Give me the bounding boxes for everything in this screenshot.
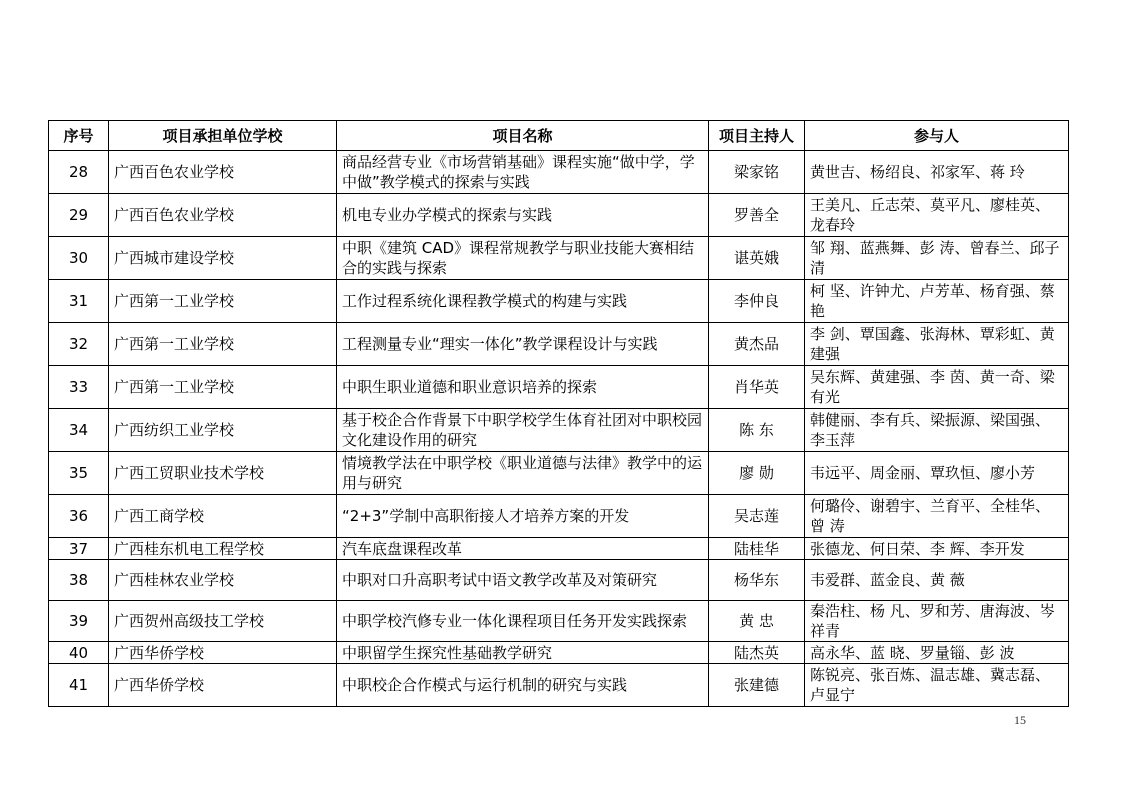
cell-project-name: 中职校企合作模式与运行机制的研究与实践 — [337, 664, 709, 707]
cell-participants: 王美凡、丘志荣、莫平凡、廖桂英、龙春玲 — [805, 194, 1069, 237]
table-row — [49, 538, 1069, 560]
cell-participants: 黄世吉、杨绍良、祁家军、蒋 玲 — [805, 151, 1069, 194]
cell-serial-no: 36 — [49, 495, 109, 538]
table-row — [49, 452, 1069, 495]
cell-project-name: 汽车底盘课程改革 — [337, 538, 709, 560]
page-number: 15 — [1014, 713, 1026, 727]
table-row — [49, 280, 1069, 323]
cell-project-leader: 肖华英 — [709, 366, 805, 409]
cell-participants: 吴东辉、黄建强、李 茵、黄一奇、梁有光 — [805, 366, 1069, 409]
cell-participants: 韦远平、周金丽、覃玖恒、廖小芳 — [805, 452, 1069, 495]
cell-participants: 柯 坚、许钟尤、卢芳革、杨育强、蔡 艳 — [805, 280, 1069, 323]
cell-serial-no: 28 — [49, 151, 109, 194]
cell-unit-school: 广西第一工业学校 — [109, 280, 337, 323]
cell-serial-no: 32 — [49, 323, 109, 366]
cell-project-leader: 陆桂华 — [709, 538, 805, 560]
cell-participants: 陈锐亮、张百炼、温志雄、冀志磊、卢显宁 — [805, 664, 1069, 707]
cell-project-leader: 陆杰英 — [709, 642, 805, 664]
table-row — [49, 151, 1069, 194]
cell-participants: 李 剑、覃国鑫、张海林、覃彩虹、黄建强 — [805, 323, 1069, 366]
cell-unit-school: 广西第一工业学校 — [109, 323, 337, 366]
cell-participants: 何璐伶、谢碧宇、兰育平、全桂华、曾 涛 — [805, 495, 1069, 538]
cell-serial-no: 34 — [49, 409, 109, 452]
table-row — [49, 366, 1069, 409]
cell-project-leader: 廖 勋 — [709, 452, 805, 495]
cell-project-leader: 梁家铭 — [709, 151, 805, 194]
table-row — [49, 323, 1069, 366]
projects-table — [48, 120, 1069, 707]
table-row — [49, 601, 1069, 642]
cell-project-name: 机电专业办学模式的探索与实践 — [337, 194, 709, 237]
cell-participants: 高永华、蓝 晓、罗量锱、彭 波 — [805, 642, 1069, 664]
cell-unit-school: 广西纺织工业学校 — [109, 409, 337, 452]
cell-participants: 韦爱群、蓝金良、黄 薇 — [805, 560, 1069, 601]
header-unit-school: 项目承担单位学校 — [109, 121, 337, 151]
cell-unit-school: 广西工商学校 — [109, 495, 337, 538]
cell-unit-school: 广西工贸职业技术学校 — [109, 452, 337, 495]
cell-serial-no: 37 — [49, 538, 109, 560]
cell-project-name: 商品经营专业《市场营销基础》课程实施“做中学，学中做”教学模式的探索与实践 — [337, 151, 709, 194]
cell-unit-school: 广西第一工业学校 — [109, 366, 337, 409]
table-row — [49, 560, 1069, 601]
table-header-row — [49, 121, 1069, 151]
table-row — [49, 237, 1069, 280]
header-project-name: 项目名称 — [337, 121, 709, 151]
cell-project-name: 情境教学法在中职学校《职业道德与法律》教学中的运用与研究 — [337, 452, 709, 495]
cell-unit-school: 广西桂东机电工程学校 — [109, 538, 337, 560]
cell-unit-school: 广西城市建设学校 — [109, 237, 337, 280]
header-serial-no: 序号 — [49, 121, 109, 151]
cell-project-leader: 杨华东 — [709, 560, 805, 601]
cell-project-leader: 李仲良 — [709, 280, 805, 323]
cell-project-name: 基于校企合作背景下中职学校学生体育社团对中职校园文化建设作用的研究 — [337, 409, 709, 452]
table-row — [49, 194, 1069, 237]
cell-project-name: 中职生职业道德和职业意识培养的探索 — [337, 366, 709, 409]
cell-project-name: 中职《建筑 CAD》课程常规教学与职业技能大赛相结合的实践与探索 — [337, 237, 709, 280]
cell-participants: 韩健丽、李有兵、梁振源、梁国强、李玉萍 — [805, 409, 1069, 452]
cell-project-name: 工程测量专业“理实一体化”教学课程设计与实践 — [337, 323, 709, 366]
cell-unit-school: 广西贺州高级技工学校 — [109, 601, 337, 642]
cell-serial-no: 38 — [49, 560, 109, 601]
cell-serial-no: 35 — [49, 452, 109, 495]
cell-project-leader: 黄 忠 — [709, 601, 805, 642]
cell-participants: 张德龙、何日荣、李 辉、李开发 — [805, 538, 1069, 560]
cell-unit-school: 广西华侨学校 — [109, 664, 337, 707]
cell-project-name: “2+3”学制中高职衔接人才培养方案的开发 — [337, 495, 709, 538]
cell-unit-school: 广西百色农业学校 — [109, 151, 337, 194]
cell-project-name: 中职学校汽修专业一体化课程项目任务开发实践探索 — [337, 601, 709, 642]
cell-serial-no: 41 — [49, 664, 109, 707]
cell-serial-no: 40 — [49, 642, 109, 664]
cell-serial-no: 29 — [49, 194, 109, 237]
table-row — [49, 664, 1069, 707]
cell-project-leader: 黄杰品 — [709, 323, 805, 366]
header-project-leader: 项目主持人 — [709, 121, 805, 151]
cell-participants: 秦浩柱、杨 凡、罗和芳、唐海波、岑祥青 — [805, 601, 1069, 642]
cell-project-leader: 陈 东 — [709, 409, 805, 452]
cell-project-name: 工作过程系统化课程教学模式的构建与实践 — [337, 280, 709, 323]
cell-unit-school: 广西百色农业学校 — [109, 194, 337, 237]
cell-serial-no: 33 — [49, 366, 109, 409]
cell-unit-school: 广西华侨学校 — [109, 642, 337, 664]
cell-project-name: 中职留学生探究性基础教学研究 — [337, 642, 709, 664]
header-participants: 参与人 — [805, 121, 1069, 151]
cell-serial-no: 31 — [49, 280, 109, 323]
table-row — [49, 495, 1069, 538]
cell-participants: 邹 翔、蓝燕舞、彭 涛、曾春兰、邱子清 — [805, 237, 1069, 280]
table-body — [49, 151, 1069, 707]
cell-project-name: 中职对口升高职考试中语文教学改革及对策研究 — [337, 560, 709, 601]
cell-project-leader: 谌英娥 — [709, 237, 805, 280]
cell-project-leader: 罗善全 — [709, 194, 805, 237]
cell-project-leader: 吴志莲 — [709, 495, 805, 538]
cell-project-leader: 张建德 — [709, 664, 805, 707]
cell-serial-no: 30 — [49, 237, 109, 280]
table-row — [49, 409, 1069, 452]
cell-unit-school: 广西桂林农业学校 — [109, 560, 337, 601]
cell-serial-no: 39 — [49, 601, 109, 642]
table-row — [49, 642, 1069, 664]
